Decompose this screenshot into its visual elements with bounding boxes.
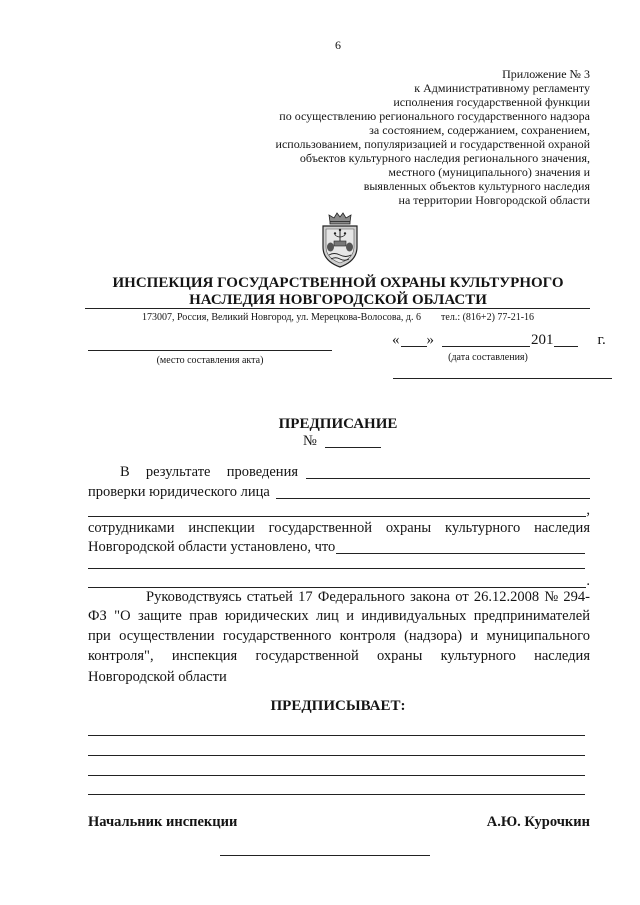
body-line-3 xyxy=(88,501,590,519)
order-number xyxy=(303,432,381,450)
appendix-line: исполнения государственной функции xyxy=(393,95,590,109)
paragraph-line-5: Новгородской области xyxy=(88,669,227,685)
place-caption: (место составления акта) xyxy=(156,355,264,366)
directive-blank-line xyxy=(88,735,585,736)
date-year-prefix: 201 xyxy=(531,332,554,348)
contact-line xyxy=(80,311,596,325)
directive-title: ПРЕДПИСЫВАЕТ: xyxy=(270,698,406,714)
emblem-crown xyxy=(329,213,351,224)
number-sign: № xyxy=(303,433,317,449)
body-text: проверки юридического лица xyxy=(88,484,270,500)
directive-blank-line xyxy=(88,794,585,795)
paragraph-line-3: при осуществлении государственного контроля (надзора) и муниципального xyxy=(88,628,590,644)
number-blank-line xyxy=(325,447,381,448)
date-open-quote: « xyxy=(392,332,400,348)
phone-text: тел.: (816+2) 77-21-16 xyxy=(441,312,535,323)
paragraph-line-2: ФЗ "О защите прав юридических лиц и индивидуальных предпринимателей xyxy=(88,608,590,624)
directive-blank-line xyxy=(88,775,585,776)
body-text: Новгородской области установлено, что xyxy=(88,539,336,555)
appendix-line: использованием, популяризацией и государственной охраной xyxy=(275,137,590,151)
fill-in-blank-line xyxy=(276,498,590,499)
appendix-line: Приложение № 3 xyxy=(502,67,590,81)
appendix-line: выявленных объектов культурного наследия xyxy=(363,179,590,193)
inspection-title-line-1: ИНСПЕКЦИЯ ГОСУДАРСТВЕННОЙ ОХРАНЫ КУЛЬТУРНОГО xyxy=(112,275,564,291)
day-blank-line xyxy=(401,346,427,347)
month-blank-line xyxy=(442,346,530,347)
body-line-6-blank xyxy=(88,568,585,569)
fill-in-blank-line xyxy=(88,516,586,517)
place-blank-line xyxy=(88,350,332,351)
coat-of-arms-icon xyxy=(315,211,365,269)
order-title: ПРЕДПИСАНИЕ xyxy=(278,416,398,432)
address-text: 173007, Россия, Великий Новгород, ул. Мерецкова-Волосова, д. 6 xyxy=(141,312,422,323)
signer-position: Начальник инспекции xyxy=(88,814,238,830)
fill-in-blank-line xyxy=(336,553,585,554)
page-number: 6 xyxy=(335,38,341,52)
date-year-suffix: г. xyxy=(597,332,606,348)
appendix-line: объектов культурного наследия регионального значения, xyxy=(299,151,590,165)
date-close-quote: » xyxy=(426,332,434,348)
date-underline xyxy=(393,378,612,379)
appendix-line: за состоянием, содержанием, сохранением, xyxy=(369,123,590,137)
body-line-4: сотрудниками инспекции государственной охраны культурного наследия xyxy=(88,520,590,536)
date-field xyxy=(392,331,606,349)
appendix-line: местного (муниципального) значения и xyxy=(388,165,590,179)
body-line-1 xyxy=(120,463,590,481)
appendix-line: на территории Новгородской области xyxy=(398,193,590,207)
body-line-2 xyxy=(88,483,590,501)
body-text: , xyxy=(586,502,590,518)
body-text: . xyxy=(586,573,590,589)
appendix-line: по осуществлению регионального государственного надзора xyxy=(279,109,590,123)
footer-line xyxy=(220,855,430,856)
body-line-5 xyxy=(88,538,585,556)
fill-in-blank-line xyxy=(306,478,590,479)
signer-name: А.Ю. Курочкин xyxy=(486,814,590,830)
appendix-line: к Административному регламенту xyxy=(414,81,590,95)
year-blank-line xyxy=(554,346,578,347)
body-text: В результате проведения xyxy=(120,464,298,480)
inspection-title-line-2: НАСЛЕДИЯ НОВГОРОДСКОЙ ОБЛАСТИ xyxy=(189,292,487,308)
appendix-note xyxy=(230,67,590,207)
paragraph-line-4: контроля", инспекция государственной охраны культурного наследия xyxy=(88,648,590,664)
header-divider xyxy=(85,308,590,309)
date-caption: (дата составления) xyxy=(448,352,528,363)
paragraph-line-1: Руководствуясь статьей 17 Федерального закона от 26.12.2008 № 294- xyxy=(146,589,590,605)
signature-block xyxy=(88,813,590,831)
emblem-shield xyxy=(323,226,357,267)
directive-blank-line xyxy=(88,755,585,756)
